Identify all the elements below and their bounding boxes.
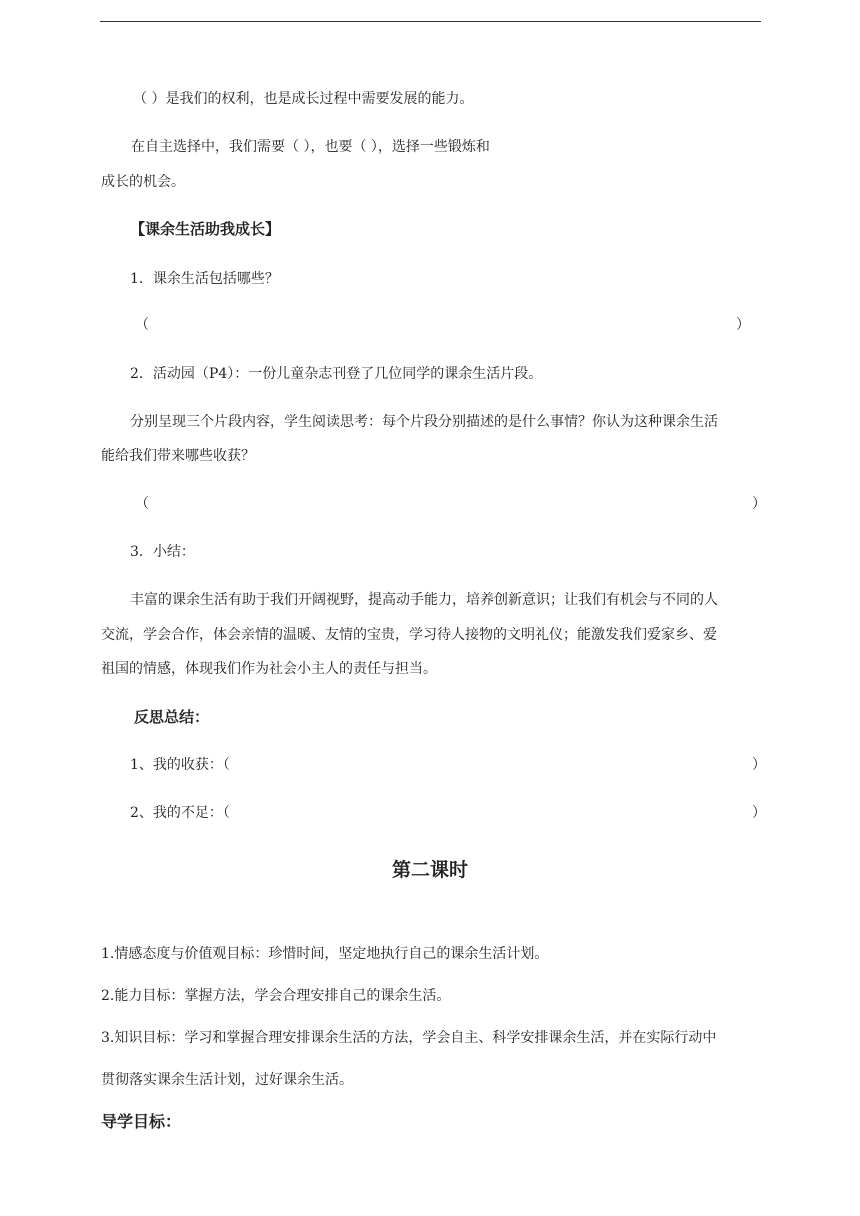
question-2-text-2: 能给我们带来哪些收获？ (101, 448, 255, 464)
answer-blank-2-open: （ (135, 496, 149, 512)
header-rule (100, 21, 761, 22)
question-2: 2．活动园（P4）：一份儿童杂志刊登了几位同学的课余生活片段。 (130, 366, 543, 382)
reflection-heading: 反思总结： (134, 708, 210, 726)
paragraph-choice: 在自主选择中，我们需要（ ），也要（ ），选择一些锻炼和 (131, 139, 490, 155)
answer-blank-1-open: （ (135, 317, 149, 333)
goal-2: 2.能力目标：掌握方法，学会合理安排自己的课余生活。 (101, 988, 451, 1004)
question-3: 3．小结： (130, 544, 195, 560)
reflection-lack-close: ） (752, 805, 766, 821)
lesson-title: 第二课时 (391, 859, 468, 881)
paragraph-choice-cont: 成长的机会。 (101, 174, 185, 190)
guide-heading: 导学目标： (101, 1112, 182, 1131)
question-1: 1．课余生活包括哪些？ (130, 271, 279, 287)
reflection-lack: 2、我的不足：（ (130, 805, 230, 821)
goal-1: 1.情感态度与价值观目标：珍惜时间，坚定地执行自己的课余生活计划。 (101, 946, 549, 962)
reflection-gain-close: ） (752, 757, 766, 773)
summary-line-2: 交流，学会合作，体会亲情的温暖、友情的宝贵，学习待人接物的文明礼仪；能激发我们爱家乡、爱 (101, 627, 717, 643)
answer-blank-2-close: ） (752, 496, 766, 512)
answer-blank-1-close: ） (736, 317, 750, 333)
goal-3-line-2: 贯彻落实课余生活计划，过好课余生活。 (101, 1072, 353, 1088)
summary-line-3: 祖国的情感，体现我们作为社会小主人的责任与担当。 (101, 661, 437, 677)
reflection-gain: 1、我的收获：（ (130, 757, 230, 773)
goal-3-line-1: 3.知识目标：学习和掌握合理安排课余生活的方法，学会自主、科学安排课余生活，并在实际行动中 (101, 1030, 717, 1046)
section-heading-afterschool: 【课余生活助我成长】 (130, 220, 281, 238)
question-2-text-1: 分别呈现三个片段内容，学生阅读思考：每个片段分别描述的是什么事情？你认为这种课余生活 (130, 414, 718, 430)
summary-line-1: 丰富的课余生活有助于我们开阔视野，提高动手能力，培养创新意识；让我们有机会与不同的人 (130, 592, 718, 608)
paragraph-rights: （ ）是我们的权利，也是成长过程中需要发展的能力。 (133, 91, 474, 107)
